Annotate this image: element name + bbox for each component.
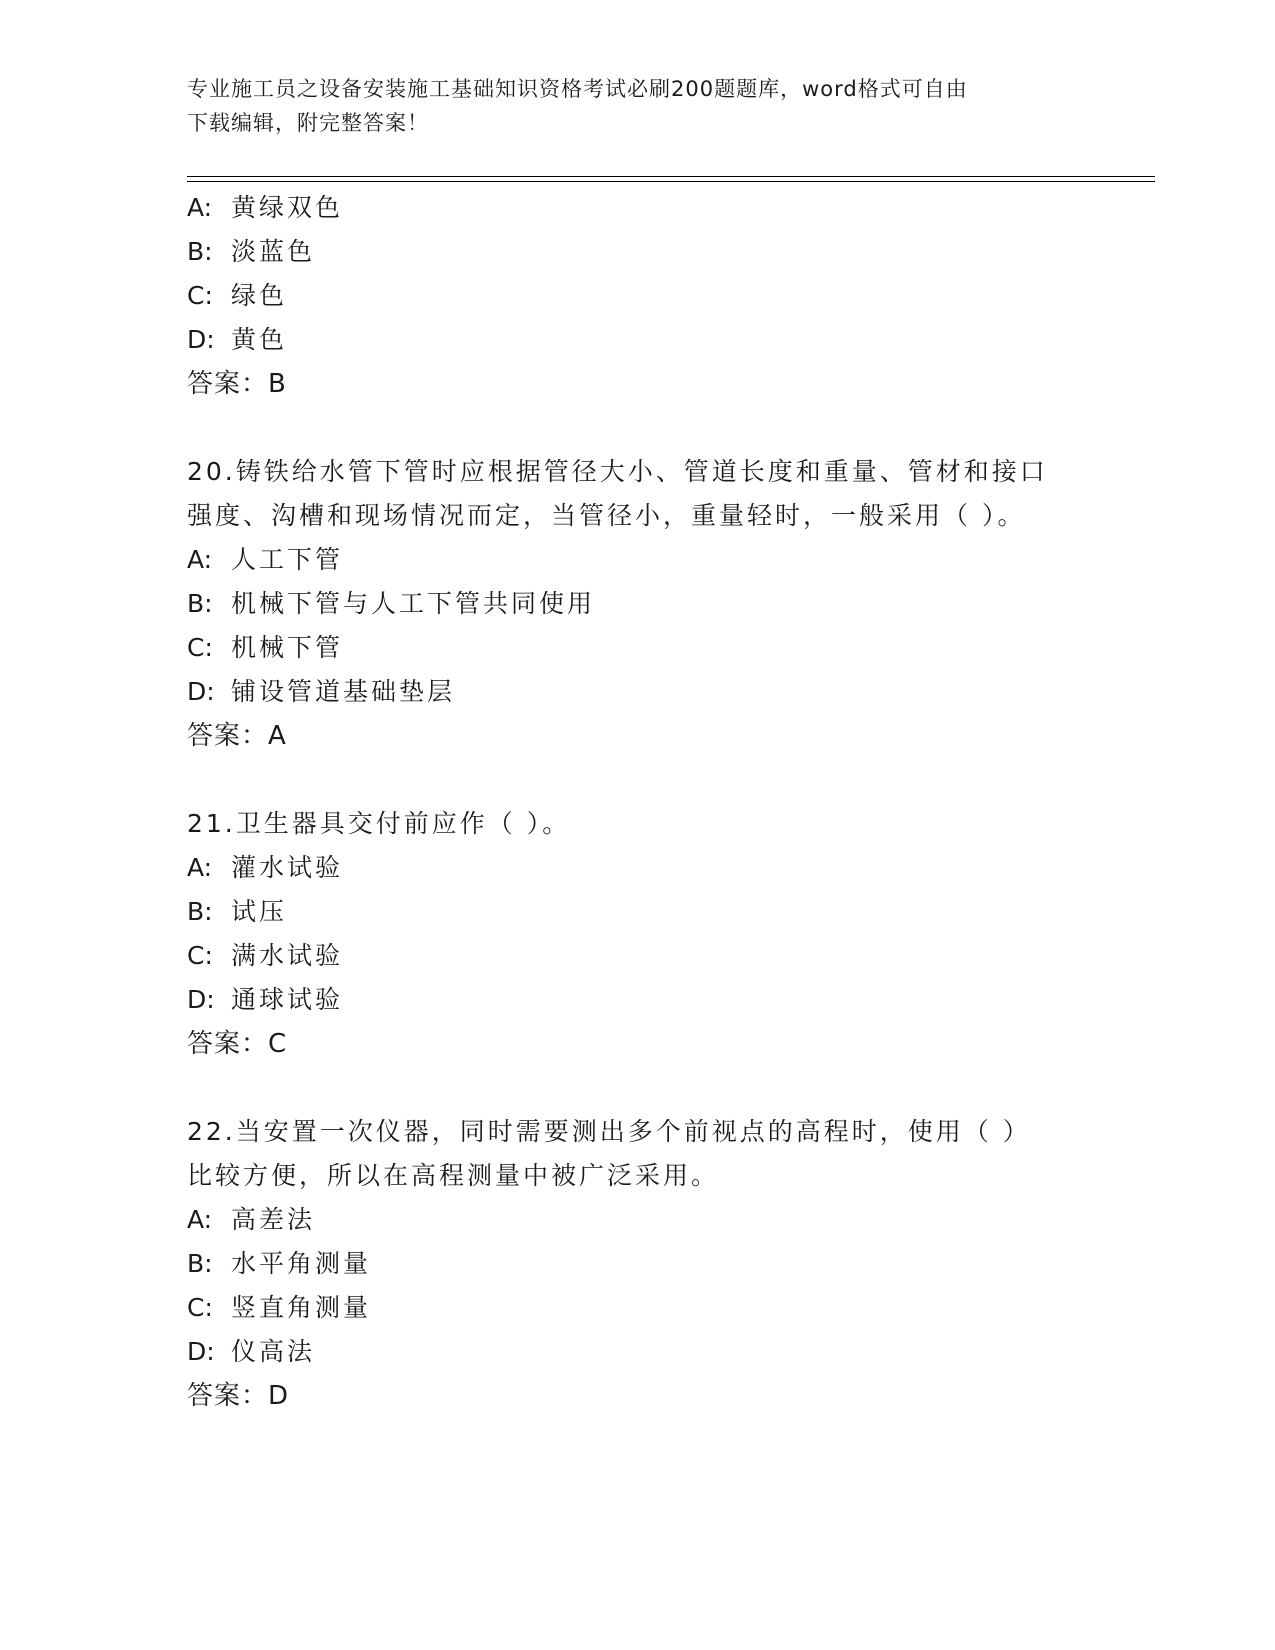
q21-option-d: D: 通球试验 — [187, 985, 344, 1014]
q20-option-b: B: 机械下管与人工下管共同使用 — [187, 589, 596, 618]
q19-answer: 答案：B — [187, 369, 287, 399]
q19-option-c: C: 绿色 — [187, 281, 288, 310]
q20-option-c: C: 机械下管 — [187, 633, 344, 662]
q20-option-a: A: 人工下管 — [187, 545, 344, 574]
q22-answer: 答案：D — [187, 1381, 290, 1411]
header-line-1: 专业施工员之设备安装施工基础知识资格考试必刷200题题库，word格式可自由 — [187, 77, 968, 101]
q19-option-a: A: 黄绿双色 — [187, 193, 344, 222]
q22-option-d: D: 仪高法 — [187, 1337, 316, 1366]
q22-option-a: A: 高差法 — [187, 1205, 316, 1234]
q22-option-c: C: 竖直角测量 — [187, 1293, 372, 1322]
q22-stem-line-2: 比较方便，所以在高程测量中被广泛采用。 — [187, 1161, 720, 1190]
q20-stem-line-1: 20.铸铁给水管下管时应根据管径大小、管道长度和重量、管材和接口 — [187, 457, 1048, 486]
header-line-2: 下载编辑，附完整答案！ — [187, 111, 429, 135]
q20-option-d: D: 铺设管道基础垫层 — [187, 677, 456, 706]
q21-option-c: C: 满水试验 — [187, 941, 344, 970]
q21-option-b: B: 试压 — [187, 897, 288, 926]
header-divider-bottom — [187, 181, 1155, 182]
document-header — [187, 72, 1067, 140]
q21-answer: 答案：C — [187, 1029, 288, 1059]
q20-stem-line-2: 强度、沟槽和现场情况而定，当管径小，重量轻时，一般采用（ ）。 — [187, 501, 1026, 530]
q20-answer: 答案：A — [187, 721, 287, 751]
q22-stem-line-1: 22.当安置一次仪器，同时需要测出多个前视点的高程时，使用（ ） — [187, 1117, 1031, 1146]
q19-option-b: B: 淡蓝色 — [187, 237, 316, 266]
q21-option-a: A: 灌水试验 — [187, 853, 344, 882]
header-divider-top — [187, 176, 1155, 177]
q21-stem-line-1: 21.卫生器具交付前应作（ ）。 — [187, 809, 571, 838]
q19-option-d: D: 黄色 — [187, 325, 288, 354]
q22-option-b: B: 水平角测量 — [187, 1249, 372, 1278]
